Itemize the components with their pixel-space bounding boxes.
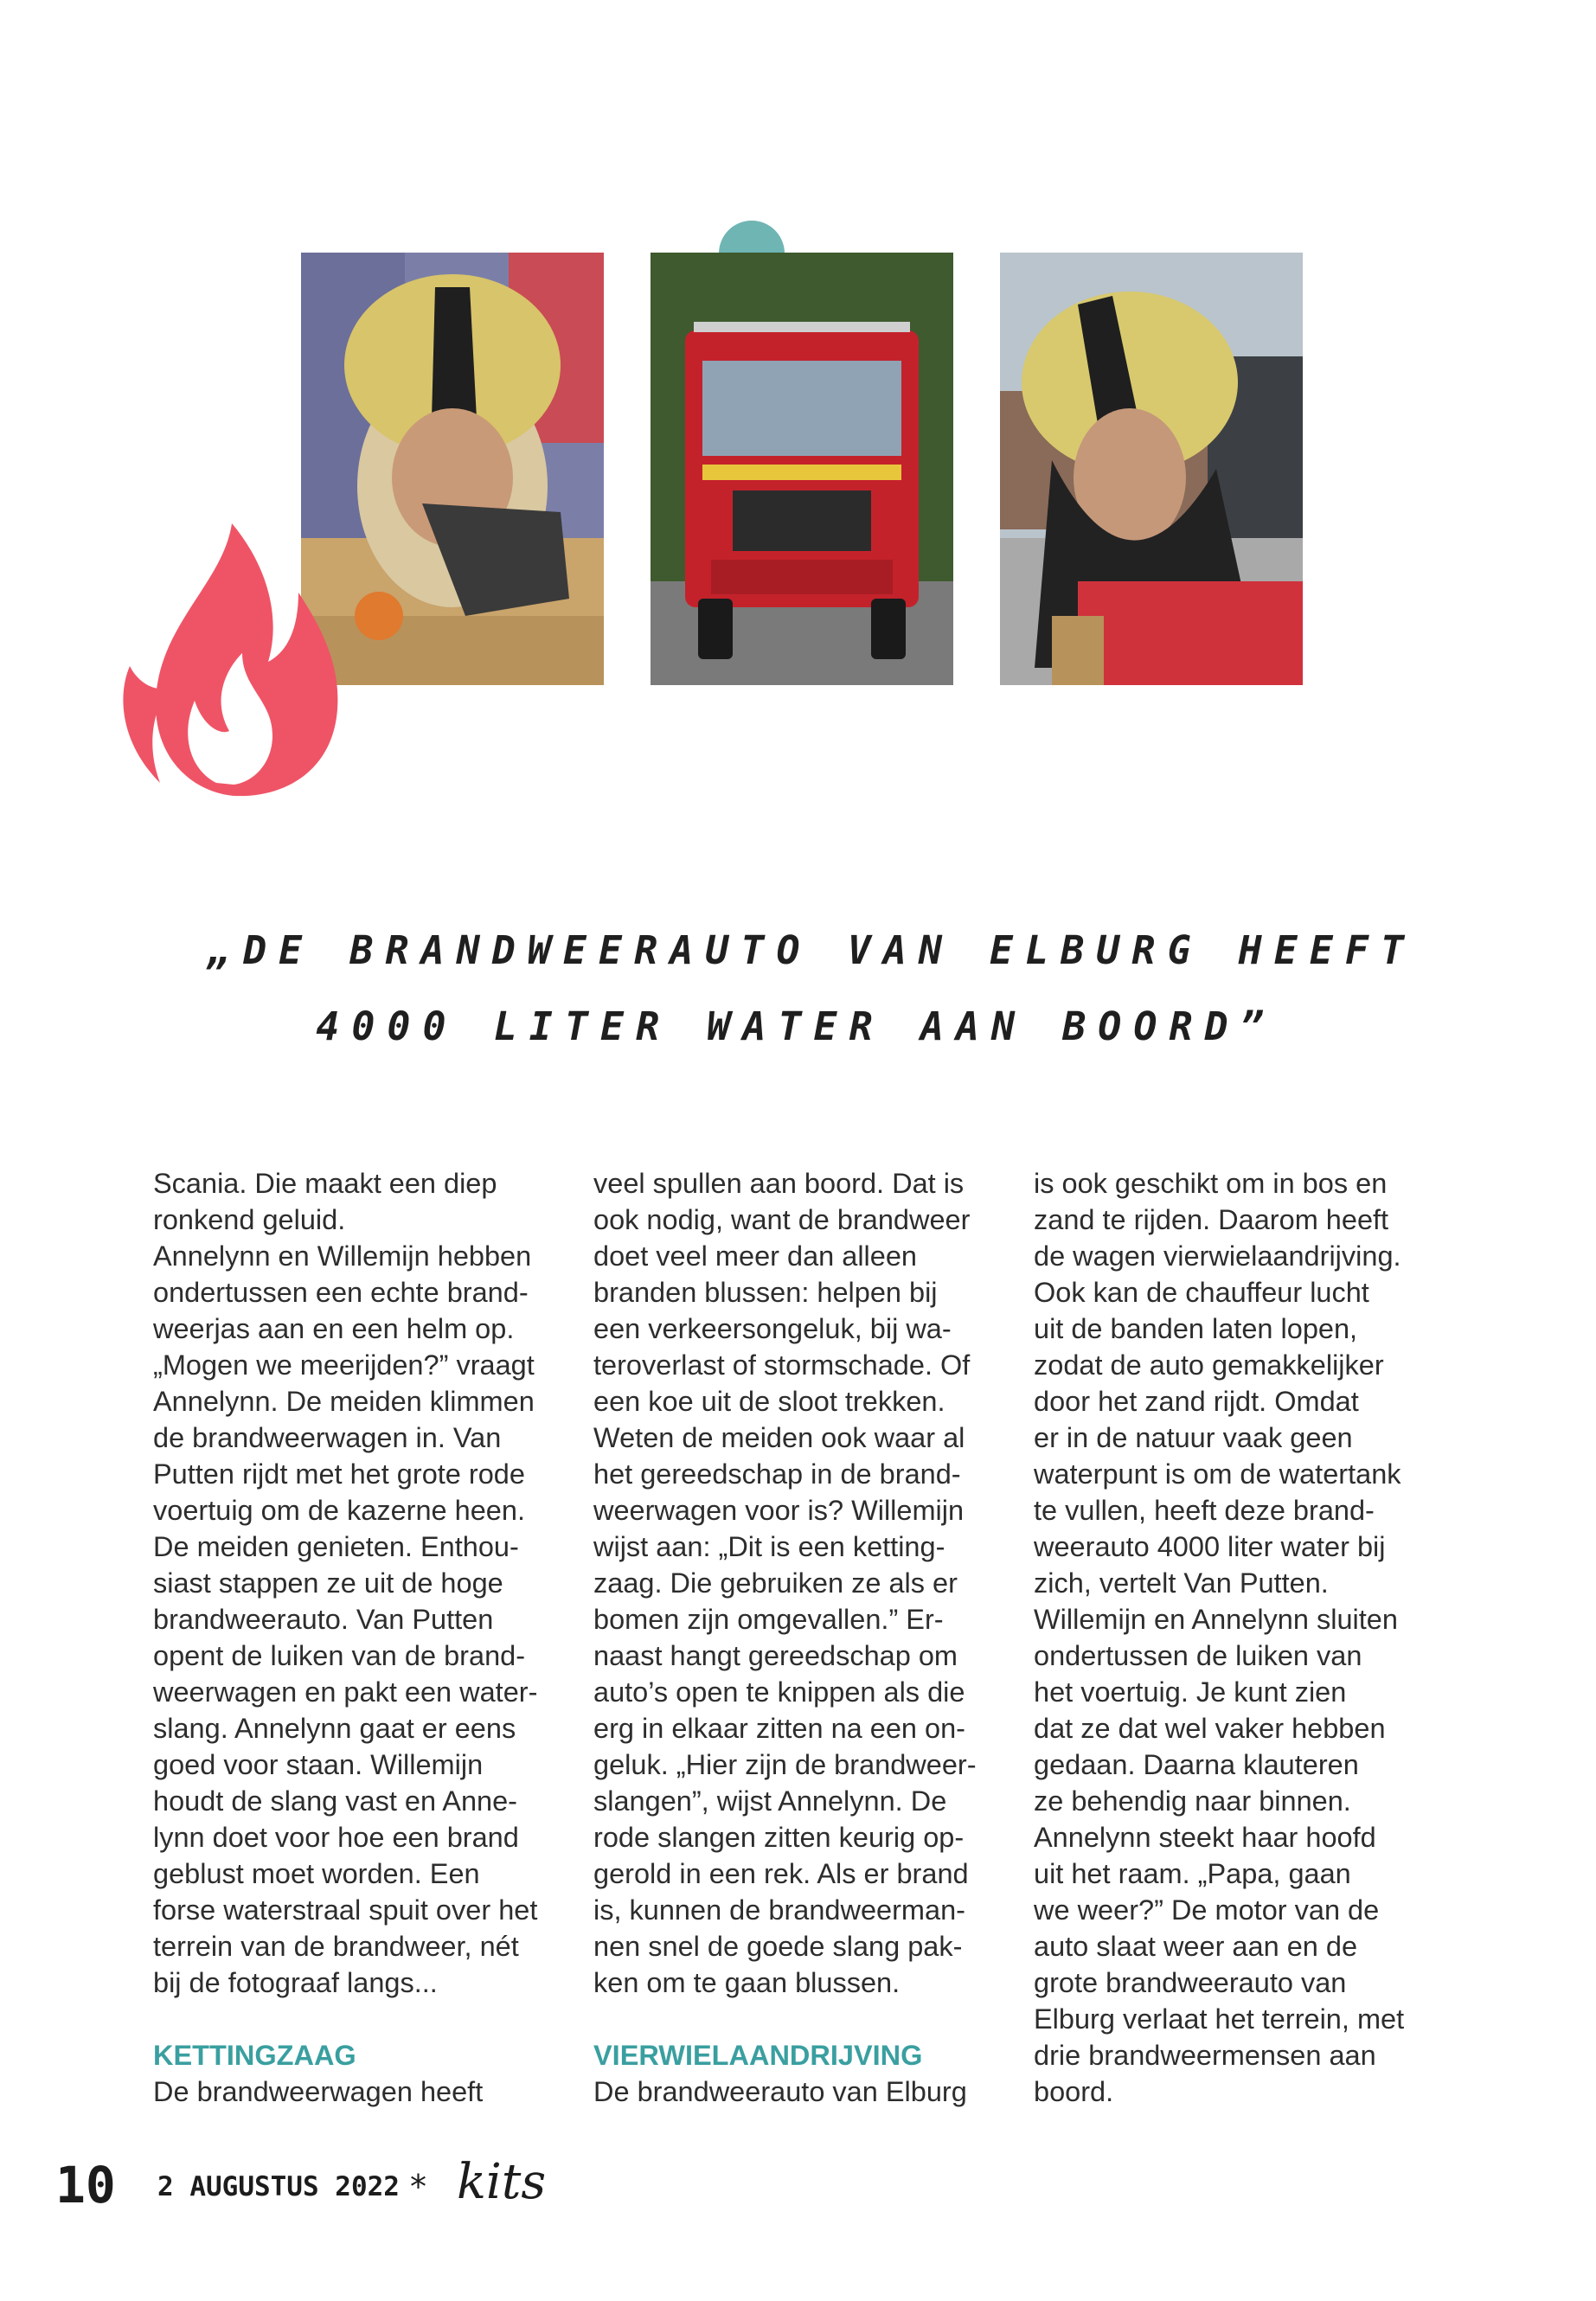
article-column-2: [593, 1165, 1009, 2110]
text-line: rode slangen zitten keurig op-: [593, 1822, 965, 1853]
text-line: weerjas aan en een helm op.: [153, 1313, 515, 1344]
text-line: zodat de auto gemakkelijker: [1034, 1349, 1384, 1381]
text-line: door het zand rijdt. Omdat: [1034, 1386, 1359, 1417]
text-line: is, kunnen de brandweerman-: [593, 1894, 965, 1926]
paragraph-block: [1034, 1165, 1449, 2110]
text-line: houdt de slang vast en Anne-: [153, 1785, 518, 1817]
subheading-kettingzaag: KETTINGZAAG: [153, 2040, 356, 2071]
text-line: Putten rijdt met het grote rode: [153, 1458, 525, 1490]
text-line: geluk. „Hier zijn de brandweer-: [593, 1749, 977, 1780]
text-line: dat ze dat wel vaker hebben: [1034, 1713, 1386, 1744]
subheading-vierwielaandrijving: VIERWIELAANDRIJVING: [593, 2040, 923, 2071]
text-line: zand te rijden. Daarom heeft: [1034, 1204, 1389, 1235]
text-line: ondertussen een echte brand-: [153, 1277, 529, 1308]
text-line: Weten de meiden ook waar al: [593, 1422, 965, 1453]
text-line: forse waterstraal spuit over het: [153, 1894, 538, 1926]
text-line: veel spullen aan boord. Dat is: [593, 1168, 965, 1199]
text-line: bomen zijn omgevallen.” Er-: [593, 1604, 944, 1635]
issue-date: 2 AUGUSTUS 2022: [157, 2171, 400, 2202]
magazine-logo: kits: [457, 2154, 547, 2210]
text-line: bij de fotograaf langs...: [153, 1967, 438, 1998]
text-line: auto slaat weer aan en de: [1034, 1931, 1358, 1962]
flame-icon: [121, 523, 350, 800]
text-line: De brandweerauto van Elburg: [593, 2076, 967, 2107]
text-line: De meiden genieten. Enthou-: [153, 1531, 519, 1562]
text-line: ze behendig naar binnen.: [1034, 1785, 1351, 1817]
text-line: boord.: [1034, 2076, 1114, 2107]
text-line: branden blussen: helpen bij: [593, 1277, 938, 1308]
text-line: gerold in een rek. Als er brand: [593, 1858, 969, 1889]
text-line: opent de luiken van de brand-: [153, 1640, 526, 1671]
text-line: grote brandweerauto van: [1034, 1967, 1347, 1998]
page-number: 10: [55, 2156, 116, 2214]
text-line: Elburg verlaat het terrein, met: [1034, 2003, 1405, 2035]
text-line: goed voor staan. Willemijn: [153, 1749, 484, 1780]
text-line: slang. Annelynn gaat er eens: [153, 1713, 516, 1744]
text-line: te vullen, heeft deze brand-: [1034, 1495, 1375, 1526]
text-line: Scania. Die maakt een diep: [153, 1168, 497, 1199]
text-line: terrein van de brandweer, nét: [153, 1931, 519, 1962]
text-line: brandweerauto. Van Putten: [153, 1604, 494, 1635]
text-line: auto’s open te knippen als die: [593, 1676, 965, 1708]
text-line: Annelynn steekt haar hoofd: [1034, 1822, 1376, 1853]
text-line: waterpunt is om de watertank: [1034, 1458, 1401, 1490]
spacer: [593, 2001, 1009, 2037]
text-line: Willemijn en Annelynn sluiten: [1034, 1604, 1398, 1635]
text-line: siast stappen ze uit de hoge: [153, 1567, 503, 1599]
text-line: de brandweerwagen in. Van: [153, 1422, 502, 1453]
paragraph-block: [153, 1165, 568, 2001]
article-column-1: [153, 1165, 568, 2110]
text-line: Annelynn. De meiden klimmen: [153, 1386, 535, 1417]
pull-quote-line-2: 4000 LITER WATER AAN BOORD”: [316, 1003, 1276, 1049]
text-line: uit het raam. „Papa, gaan: [1034, 1858, 1351, 1889]
text-line: erg in elkaar zitten na een on-: [593, 1713, 965, 1744]
text-line: voertuig om de kazerne heen.: [153, 1495, 525, 1526]
text-line: is ook geschikt om in bos en: [1034, 1168, 1388, 1199]
text-line: uit de banden laten lopen,: [1034, 1313, 1358, 1344]
text-line: nen snel de goede slang pak-: [593, 1931, 963, 1962]
text-line: doet veel meer dan alleen: [593, 1240, 918, 1272]
text-line: teroverlast of stormschade. Of: [593, 1349, 971, 1381]
text-line: naast hangt gereedschap om: [593, 1640, 958, 1671]
text-line: gedaan. Daarna klauteren: [1034, 1749, 1359, 1780]
spacer: [153, 2001, 568, 2037]
text-line: de wagen vierwielaandrijving.: [1034, 1240, 1401, 1272]
text-line: we weer?” De motor van de: [1034, 1894, 1380, 1926]
text-line: wijst aan: „Dit is een ketting-: [593, 1531, 945, 1562]
text-line: slangen”, wijst Annelynn. De: [593, 1785, 947, 1817]
text-line: het gereedschap in de brand-: [593, 1458, 961, 1490]
text-line: weerwagen en pakt een water-: [153, 1676, 538, 1708]
text-line: een verkeersongeluk, bij wa-: [593, 1313, 952, 1344]
photo-fire-truck: [651, 253, 953, 685]
article-column-3: [1034, 1165, 1449, 2110]
text-line: De brandweerwagen heeft: [153, 2076, 484, 2107]
text-line: een koe uit de sloot trekken.: [593, 1386, 945, 1417]
text-line: er in de natuur vaak geen: [1034, 1422, 1353, 1453]
text-line: weerauto 4000 liter water bij: [1034, 1531, 1386, 1562]
text-line: „Mogen we meerijden?” vraagt: [153, 1349, 535, 1381]
footer-separator: *: [410, 2168, 426, 2206]
text-line: zaag. Die gebruiken ze als er: [593, 1567, 958, 1599]
text-line: ondertussen de luiken van: [1034, 1640, 1362, 1671]
photo-girl-in-helmet-right: [1000, 253, 1303, 685]
text-line: Annelynn en Willemijn hebben: [153, 1240, 532, 1272]
text-line: ken om te gaan blussen.: [593, 1967, 901, 1998]
text-line: ronkend geluid.: [153, 1204, 346, 1235]
text-line: weerwagen voor is? Willemijn: [593, 1495, 965, 1526]
text-line: drie brandweermensen aan: [1034, 2040, 1376, 2071]
pull-quote-line-1: „DE BRANDWEERAUTO VAN ELBURG HEEFT: [208, 927, 1417, 973]
text-line: geblust moet worden. Een: [153, 1858, 480, 1889]
text-line: Ook kan de chauffeur lucht: [1034, 1277, 1369, 1308]
text-line: lynn doet voor hoe een brand: [153, 1822, 519, 1853]
paragraph-block: [593, 1165, 1009, 2001]
text-line: zich, vertelt Van Putten.: [1034, 1567, 1329, 1599]
text-line: het voertuig. Je kunt zien: [1034, 1676, 1347, 1708]
text-line: ook nodig, want de brandweer: [593, 1204, 971, 1235]
